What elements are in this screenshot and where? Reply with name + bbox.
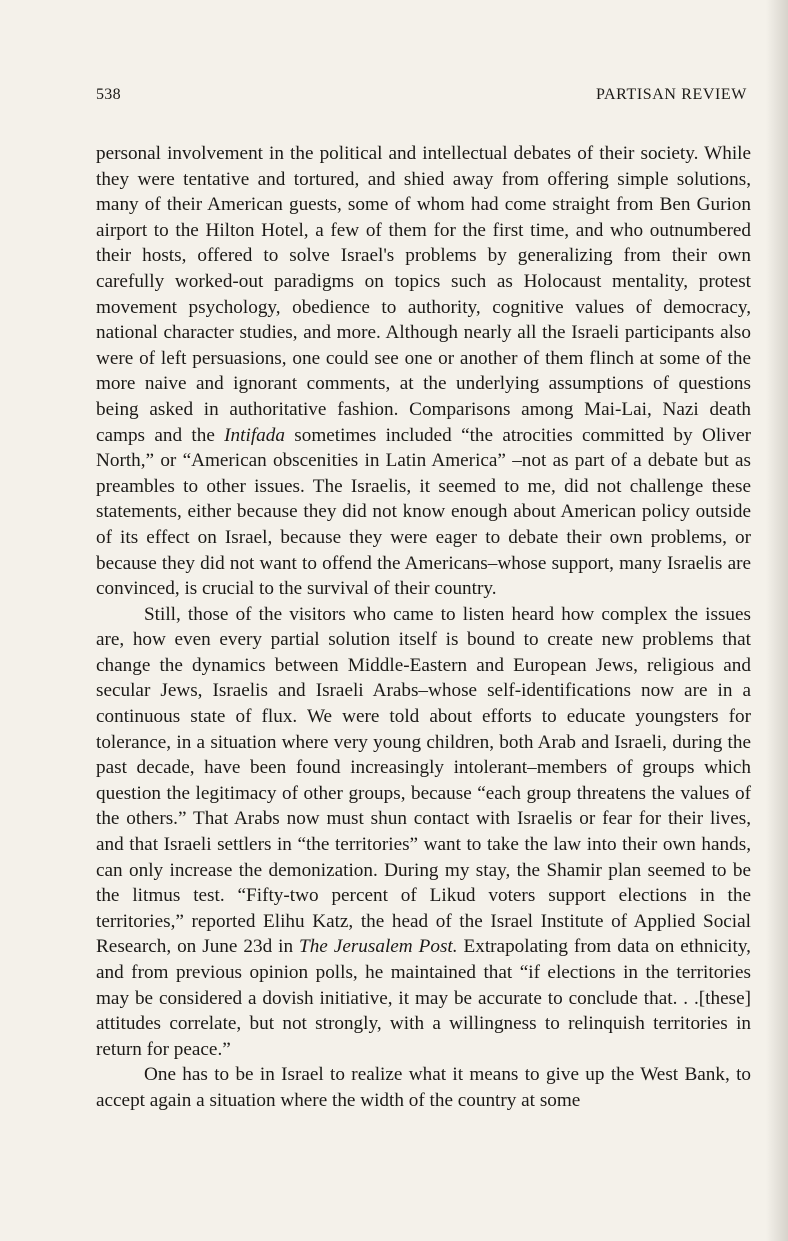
paragraph-2-text-cont: Extrapolating from data on ethnicity, and from previous opinion polls, he maintained that “if elections in the territories may be considered a dovish initiative, it may be accurate to conclude that. . .[these] attitudes correlate, but not strongly, with a willingness to relinquish territories in return for peace.” — [96, 936, 751, 1060]
paragraph-1 — [96, 141, 751, 602]
paragraph-2-text: Still, those of the visitors who came to listen heard how complex the issues are, how even every partial solution itself is bound to create new problems that change the dynamics between Middle-Eastern and European Jews, religious and secular Jews, Israelis and Israeli Arabs–whose self-identifications now are in a continuous state of flux. We were told about efforts to educate youngsters for tolerance, in a situation where very young children, both Arab and Israeli, during the past decade, have been found increasingly intolerant–members of groups which question the legitimacy of other groups, because “each group threatens the values of the others.” That Arabs now must shun contact with Israelis or fear for their lives, and that Israeli settlers in “the territories” want to take the law into their own hands, can only increase the demonization. During my stay, the Shamir plan seemed to be the litmus test. “Fifty-two percent of Likud voters support elections in the territories,” reported Elihu Katz, the head of the Israel Institute of Applied Social Research, on June 23d in — [96, 603, 751, 958]
page-edge-shadow — [766, 0, 788, 1241]
paragraph-1-text: personal involvement in the political and intellectual debates of their society. While they were tentative and tortured, and shied away from offering simple solutions, many of their American guests, some of whom had come straight from Ben Gurion airport to the Hilton Hotel, a few of them for the first time, and who outnumbered their hosts, offered to solve Israel's problems by generalizing from their own carefully worked-out paradigms on topics such as Holocaust mentality, protest movement psychology, obedience to authority, cognitive values of democracy, national character studies, and more. Although nearly all the Israeli participants also were of left persuasions, one could see one or another of them flinch at some of the more naive and ignorant comments, at the underlying assumptions of questions being asked in authoritative fashion. Comparisons among Mai-Lai, Nazi death camps and the — [96, 143, 751, 446]
italic-title-intifada: Intifada — [224, 424, 285, 446]
paragraph-1-text-cont: sometimes included “the atrocities committed by Oliver North,” or “American obscenities in Latin America” –not as part of a debate but as preambles to other issues. The Israelis, it seemed to me, did not challenge these statements, either because they did not know enough about American policy outside of its effect on Israel, because they were eager to debate their own problems, or because they did not want to offend the Americans–whose support, many Israelis are convinced, is crucial to the survival of their country. — [96, 424, 751, 600]
body-text — [96, 141, 751, 1114]
paragraph-2 — [96, 602, 751, 1063]
page-number: 538 — [96, 86, 121, 103]
paragraph-3 — [96, 1062, 751, 1113]
italic-title-jerusalem-post: The Jerusalem Post. — [299, 936, 458, 958]
paragraph-3-text: One has to be in Israel to realize what it means to give up the West Bank, to accept again a situation where the width of the country at some — [96, 1064, 751, 1111]
journal-title: PARTISAN REVIEW — [595, 86, 747, 103]
running-head — [96, 86, 747, 110]
